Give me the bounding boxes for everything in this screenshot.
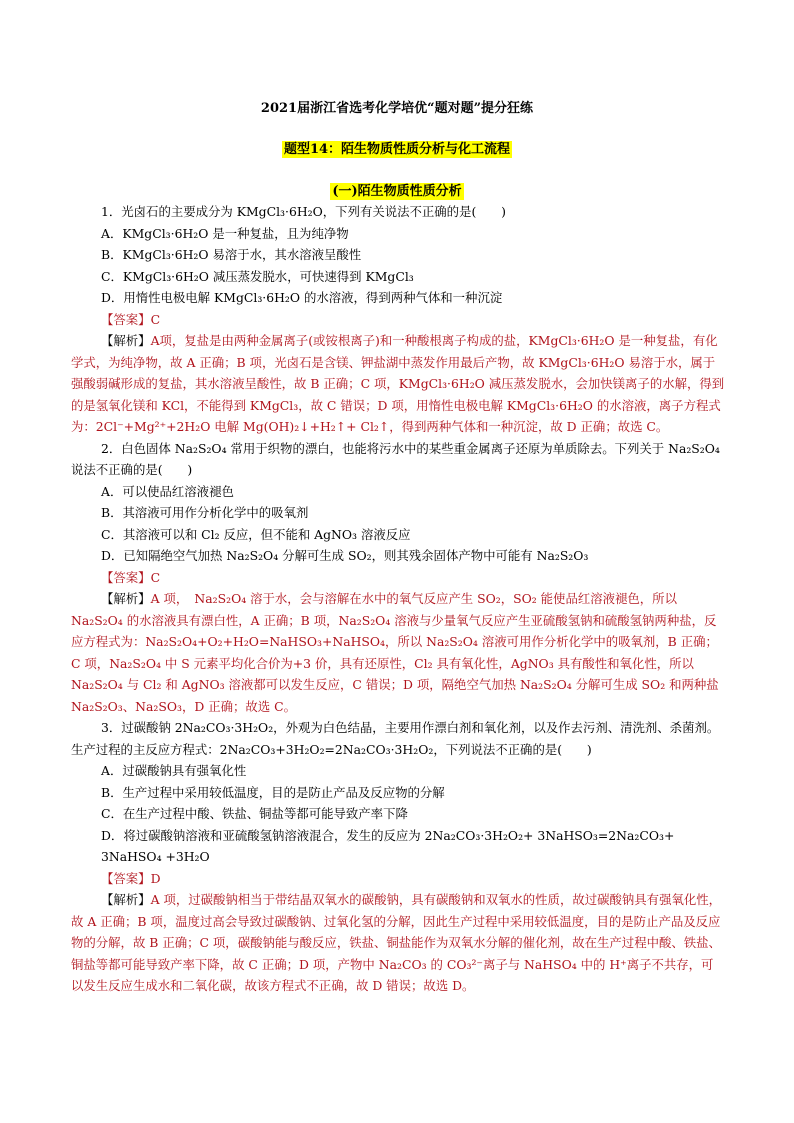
question-2-analysis [71, 588, 725, 717]
question-3-option-c: C．在生产过程中酸、铁盐、铜盐等都可能导致产率下降 [101, 806, 408, 821]
question-1-option-d: D．用惰性电极电解 KMgCl₃·6H₂O 的水溶液，得到两种气体和一种沉淀 [101, 290, 503, 305]
question-1-stem: 1．光卤石的主要成分为 KMgCl₃·6H₂O，下列有关说法不正确的是( ) [101, 204, 506, 219]
question-2-option-d: D．已知隔绝空气加热 Na₂S₂O₄ 分解可生成 SO₂，则其残余固体产物中可能有 Na₂S₂O₃ [101, 548, 589, 563]
question-3-option-d: D．将过碳酸钠溶液和亚硫酸氢钠溶液混合，发生的反应为 2Na₂CO₃·3H₂O₂+ 3NaHSO₃=2Na₂CO₃+ 3NaHSO₄ +3H₂O [101, 827, 675, 864]
question-1-analysis [71, 330, 725, 438]
analysis-text: A 项， Na₂S₂O₄ 溶于水，会与溶解在水中的氧气反应产生 SO₂，SO₂ 能使品红溶液褪色，所以 Na₂S₂O₄ 的水溶液具有漂白性，A 正确；B 项，Na₂S₂O₄ 溶液与少量氧气反应产生亚硫酸氢钠和硫酸氢钠两种盐，反应方程式为：Na₂S₂O₄+O₂+H₂O=NaHSO₃+NaHSO₄，所以 Na₂S₂O₄ 溶液可用作分析化学中的吸氧剂，B 正确；C 项，Na₂S₂O₄ 中 S 元素平均化合价为+3 价，具有还原性，Cl₂ 具有氧化性，AgNO₃ 具有酸性和氧化性，所以 Na₂S₂O₄ 与 Cl₂ 和 AgNO₃ 溶液都可以发生反应，C 错误；D 项，隔绝空气加热 Na₂S₂O₄ 分解可生成 SO₂ 和两种盐 Na₂S₂O₃、Na₂SO₃，D 正确；故选 C。 [71, 591, 719, 714]
answer-label: 【答案】 [101, 870, 151, 886]
answer-label: 【答案】 [101, 569, 151, 585]
question-3-option-a: A．过碳酸钠具有强氧化性 [101, 763, 247, 778]
analysis-text: A 项，过碳酸钠相当于带结晶双氧水的碳酸钠，具有碳酸钠和双氧水的性质，故过碳酸钠具有强氧化性，故 A 正确；B 项，温度过高会导致过碳酸钠、过氧化氢的分解，因此生产过程中采用较低温度，目的是防止产品及反应物的分解，故 B 正确；C 项，碳酸钠能与酸反应，铁盐、铜盐能作为双氧水分解的催化剂，故在生产过程中酸、铁盐、铜盐等都可能导致产率下降，故 C 正确；D 项，产物中 Na₂CO₃ 的 CO₃²⁻离子与 NaHSO₄ 中的 H⁺离子不共存，可以发生反应生成水和二氧化碳，故该方程式不正确，故 D 错误；故选 D。 [71, 892, 722, 993]
question-2-option-c: C．其溶液可以和 Cl₂ 反应，但不能和 AgNO₃ 溶液反应 [101, 526, 411, 542]
answer-value: C [150, 311, 161, 327]
question-1-option-b: B．KMgCl₃·6H₂O 易溶于水，其水溶液呈酸性 [101, 247, 362, 262]
answer-label: 【答案】 [101, 311, 151, 327]
answer-value: C [150, 569, 161, 585]
question-type-heading: 题型14：陌生物质性质分析与化工流程 [283, 142, 511, 157]
question-3-option-b: B．生产过程中采用较低温度，目的是防止产品及反应物的分解 [101, 784, 445, 800]
document-title: 2021届浙江省选考化学培优“题对题”提分狂练 [260, 101, 534, 116]
questions-body [71, 201, 725, 997]
question-1-answer [71, 309, 725, 331]
question-3-analysis [71, 889, 725, 997]
analysis-label: 【解析】 [101, 892, 151, 907]
question-2-option-b: B．其溶液可用作分析化学中的吸氧剂 [101, 505, 309, 520]
analysis-label: 【解析】 [101, 591, 151, 606]
question-1-option-a: A．KMgCl₃·6H₂O 是一种复盐，且为纯净物 [101, 225, 349, 241]
question-3-stem: 3．过碳酸钠 2Na₂CO₃·3H₂O₂，外观为白色结晶，主要用作漂白剂和氧化剂，以及作去污剂、清洗剂、杀菌剂。生产过程的主反应方程式：2Na₂CO₃+3H₂O₂=2Na₂CO₃·3H₂O₂，下列说法不正确的是( ) [71, 720, 720, 757]
question-2-stem: 2．白色固体 Na₂S₂O₄ 常用于织物的漂白，也能将污水中的某些重金属离子还原为单质除去。下列关于 Na₂S₂O₄ 说法不正确的是( ) [71, 440, 720, 477]
question-1-option-c: C．KMgCl₃·6H₂O 减压蒸发脱水，可快速得到 KMgCl₃ [101, 268, 414, 284]
section-heading: (一)陌生物质性质分析 [332, 184, 462, 199]
answer-value: D [150, 870, 161, 886]
question-2-answer [71, 567, 725, 589]
question-3-answer [71, 868, 725, 890]
question-2-option-a: A．可以使品红溶液褪色 [101, 483, 234, 499]
analysis-text: A项，复盐是由两种金属离子(或铵根离子)和一种酸根离子构成的盐，KMgCl₃·6H₂O 是一种复盐，有化学式，为纯净物，故 A 正确；B 项，光卤石是含镁、钾盐湖中蒸发作用最后产物，故 KMgCl₃·6H₂O 易溶于水，属于强酸弱碱形成的复盐，其水溶液呈酸性，故 B 正确；C 项，KMgCl₃·6H₂O 减压蒸发脱水，会加快镁离子的水解，得到的是氢氧化镁和 KCl，不能得到 KMgCl₃，故 C 错误；D 项，用惰性电极电解 KMgCl₃·6H₂O 的水溶液，离子方程式为：2Cl⁻+Mg²⁺+2H₂O 电解 Mg(OH)₂↓+H₂↑+ Cl₂↑，得到两种气体和一种沉淀，故 D 正确；故选 C。 [71, 333, 725, 434]
analysis-label: 【解析】 [101, 333, 151, 348]
